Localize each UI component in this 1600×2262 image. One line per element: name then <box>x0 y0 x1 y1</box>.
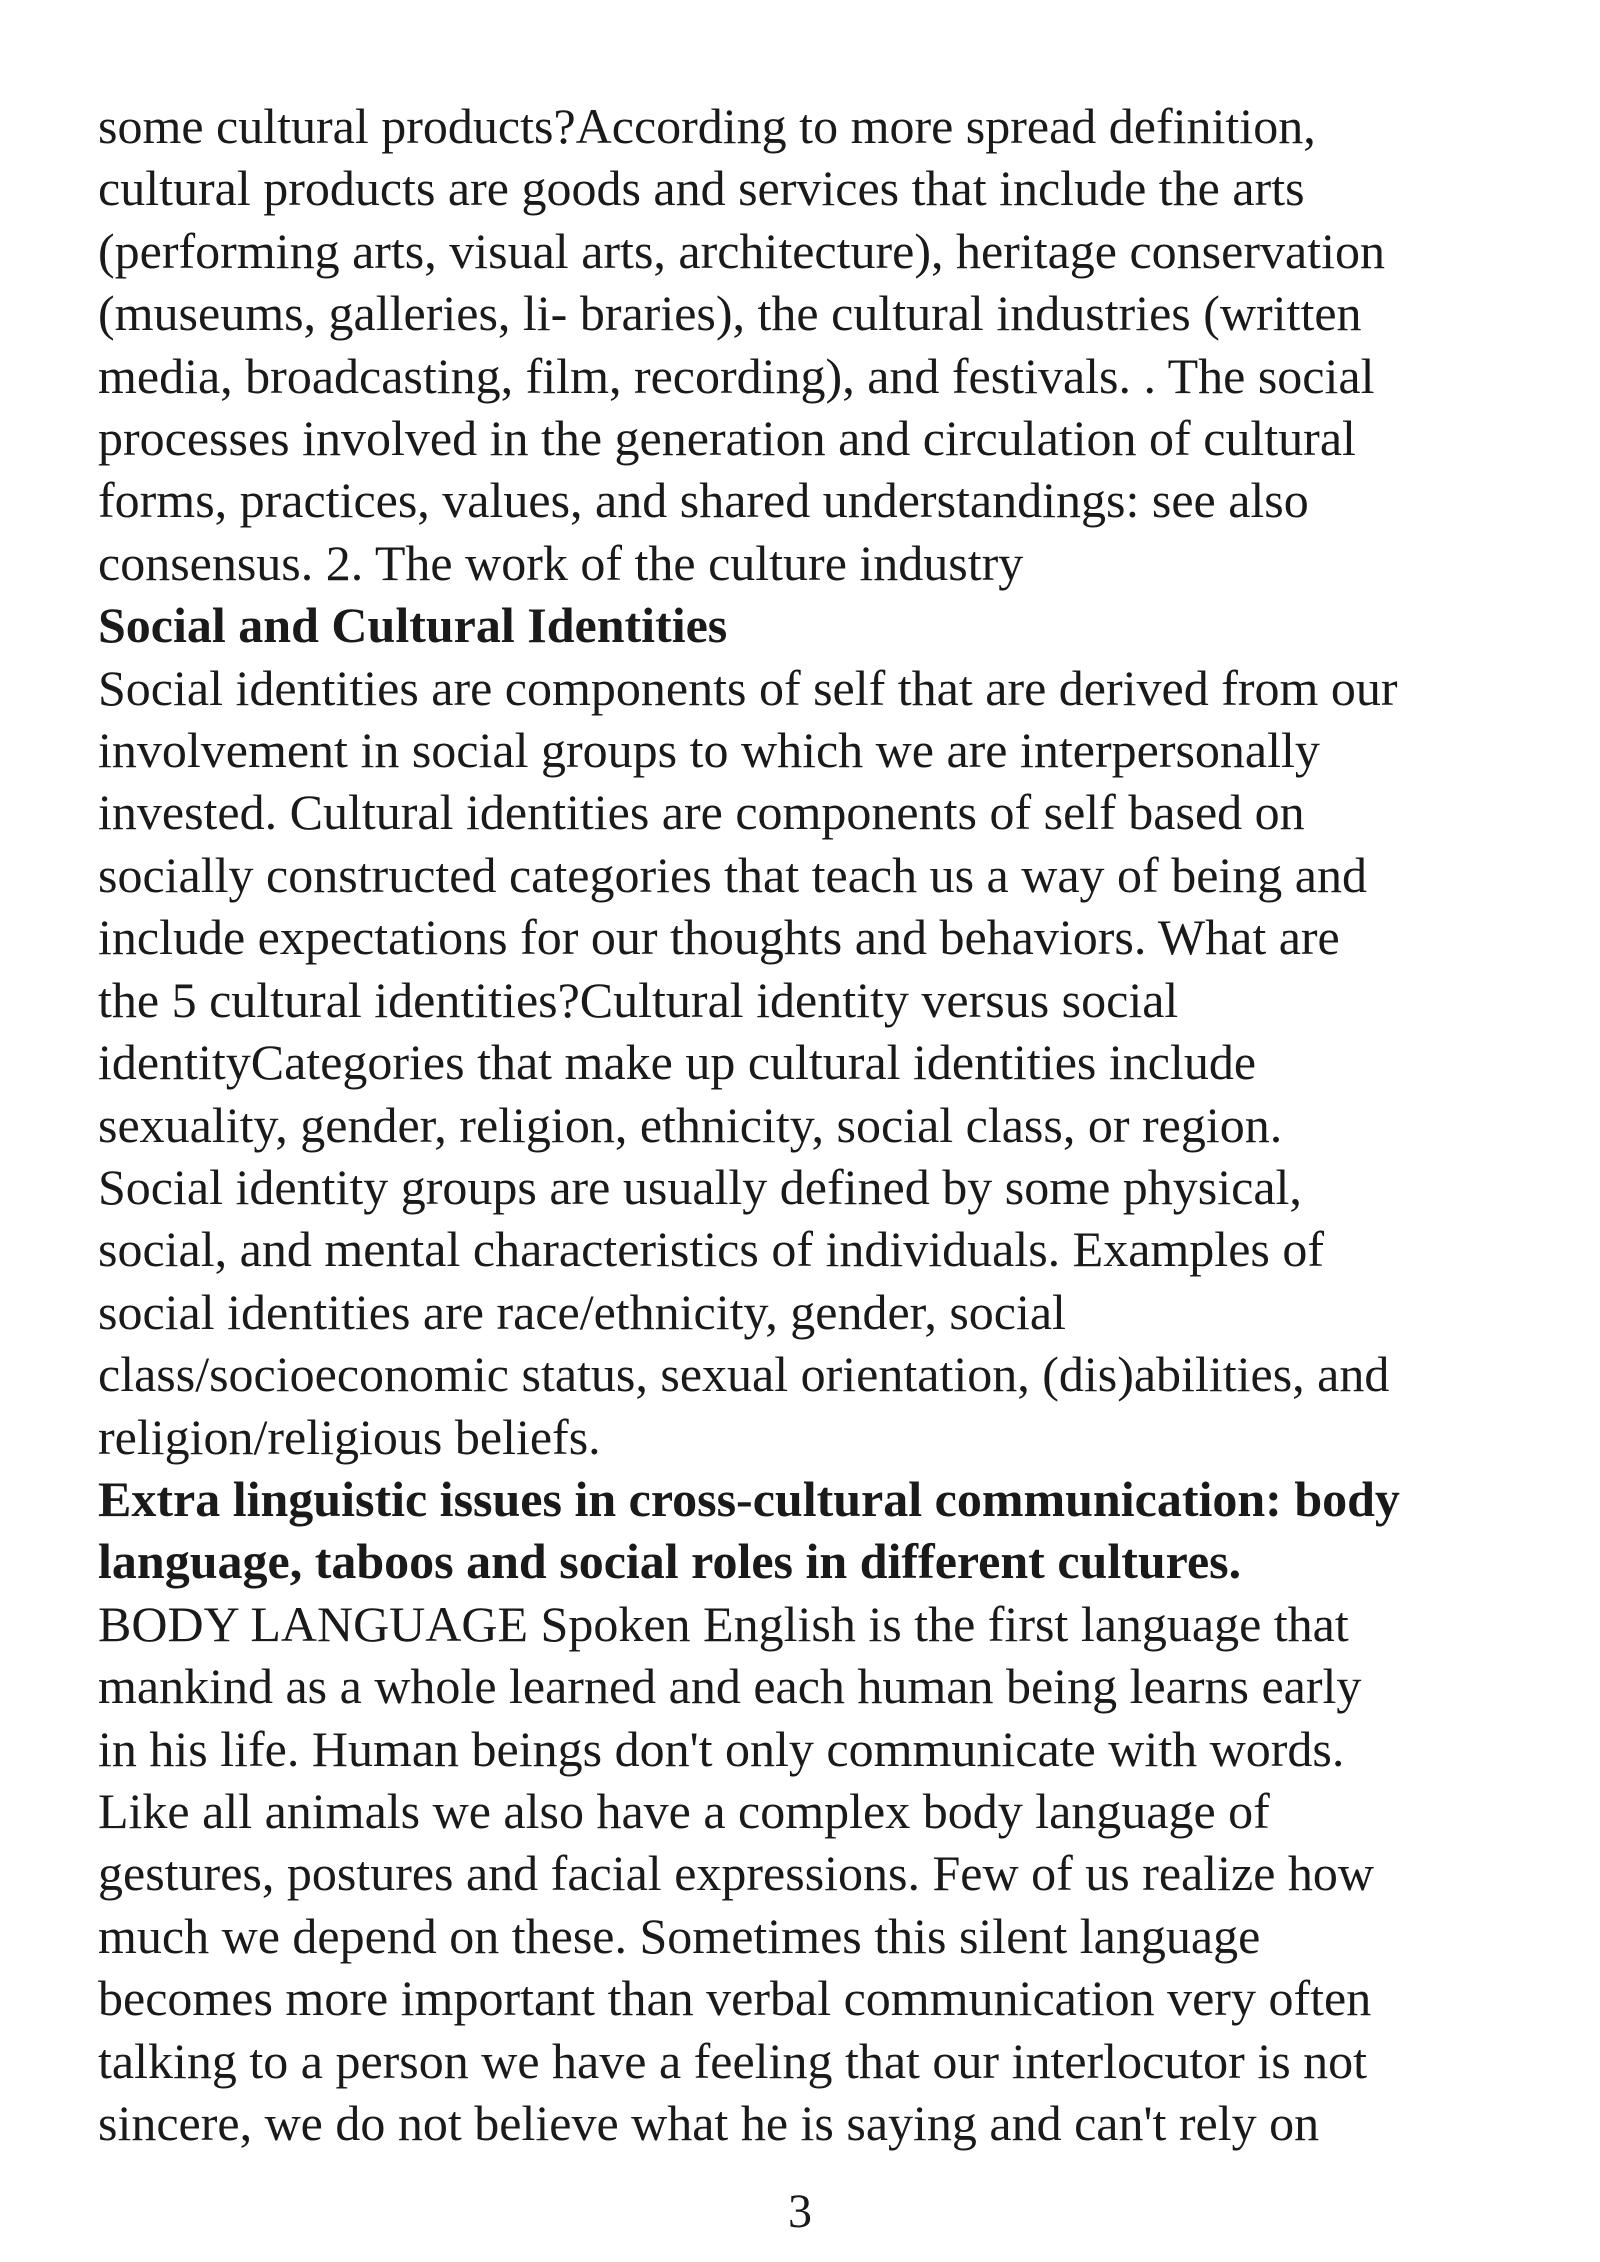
text-line: involvement in social groups to which we are interpersonally <box>98 722 1320 779</box>
text-line: sincere, we do not believe what he is saying and can't rely on <box>98 2095 1320 2151</box>
section-heading <box>98 594 1518 656</box>
text-line: much we depend on these. Sometimes this silent language <box>98 1907 1261 1964</box>
text-line: religion/religious beliefs. <box>98 1408 601 1465</box>
text-line: processes involved in the generation and circulation of cultural <box>98 410 1356 467</box>
text-line: class/socioeconomic status, sexual orientation, (dis)abilities, and <box>98 1346 1390 1403</box>
text-line: gestures, postures and facial expressions. Few of us realize how <box>98 1845 1375 1902</box>
body-paragraph <box>98 95 1518 594</box>
text-line: social, and mental characteristics of individuals. Examples of <box>98 1221 1325 1278</box>
text-line: Social and Cultural Identities <box>98 597 728 654</box>
text-line: language, taboos and social roles in different cultures. <box>98 1533 1242 1590</box>
text-line: cultural products are goods and services that include the arts <box>98 160 1305 217</box>
text-line: BODY LANGUAGE Spoken English is the first language that <box>98 1595 1349 1652</box>
page-body <box>98 95 1518 2154</box>
text-line: some cultural products?According to more spread definition, <box>98 98 1316 154</box>
page-number: 3 <box>788 2185 812 2238</box>
text-line: media, broadcasting, film, recording), and festivals. . The social <box>98 347 1375 404</box>
text-line: sexuality, gender, religion, ethnicity, social class, or region. <box>98 1096 1283 1153</box>
text-line: becomes more important than verbal communication very often <box>98 1970 1372 2027</box>
text-line: in his life. Human beings don't only communicate with words. <box>98 1720 1345 1777</box>
text-line: mankind as a whole learned and each human being learns early <box>98 1658 1362 1715</box>
text-line: social identities are race/ethnicity, gender, social <box>98 1283 1066 1340</box>
text-line: invested. Cultural identities are components of self based on <box>98 784 1305 841</box>
text-line: talking to a person we have a feeling that our interlocutor is not <box>98 2032 1368 2089</box>
text-line: include expectations for our thoughts and behaviors. What are <box>98 909 1340 966</box>
body-paragraph <box>98 657 1518 1468</box>
text-line: Social identities are components of self that are derived from our <box>98 659 1398 716</box>
section-heading <box>98 1468 1518 1593</box>
text-line: socially constructed categories that teach us a way of being and <box>98 846 1367 903</box>
body-paragraph <box>98 1593 1518 2155</box>
text-line: identityCategories that make up cultural identities include <box>98 1034 1257 1091</box>
text-line: Like all animals we also have a complex body language of <box>98 1782 1270 1839</box>
text-line: (performing arts, visual arts, architecture), heritage conservation <box>98 222 1385 279</box>
text-line: Social identity groups are usually defined by some physical, <box>98 1158 1302 1215</box>
text-line: (museums, galleries, li- braries), the cultural industries (written <box>98 285 1362 342</box>
text-line: consensus. 2. The work of the culture industry <box>98 534 1024 591</box>
text-line: Extra linguistic issues in cross-cultural communication: body <box>98 1470 1400 1527</box>
text-line: forms, practices, values, and shared understandings: see also <box>98 472 1309 529</box>
text-line: the 5 cultural identities?Cultural identity versus social <box>98 971 1179 1028</box>
